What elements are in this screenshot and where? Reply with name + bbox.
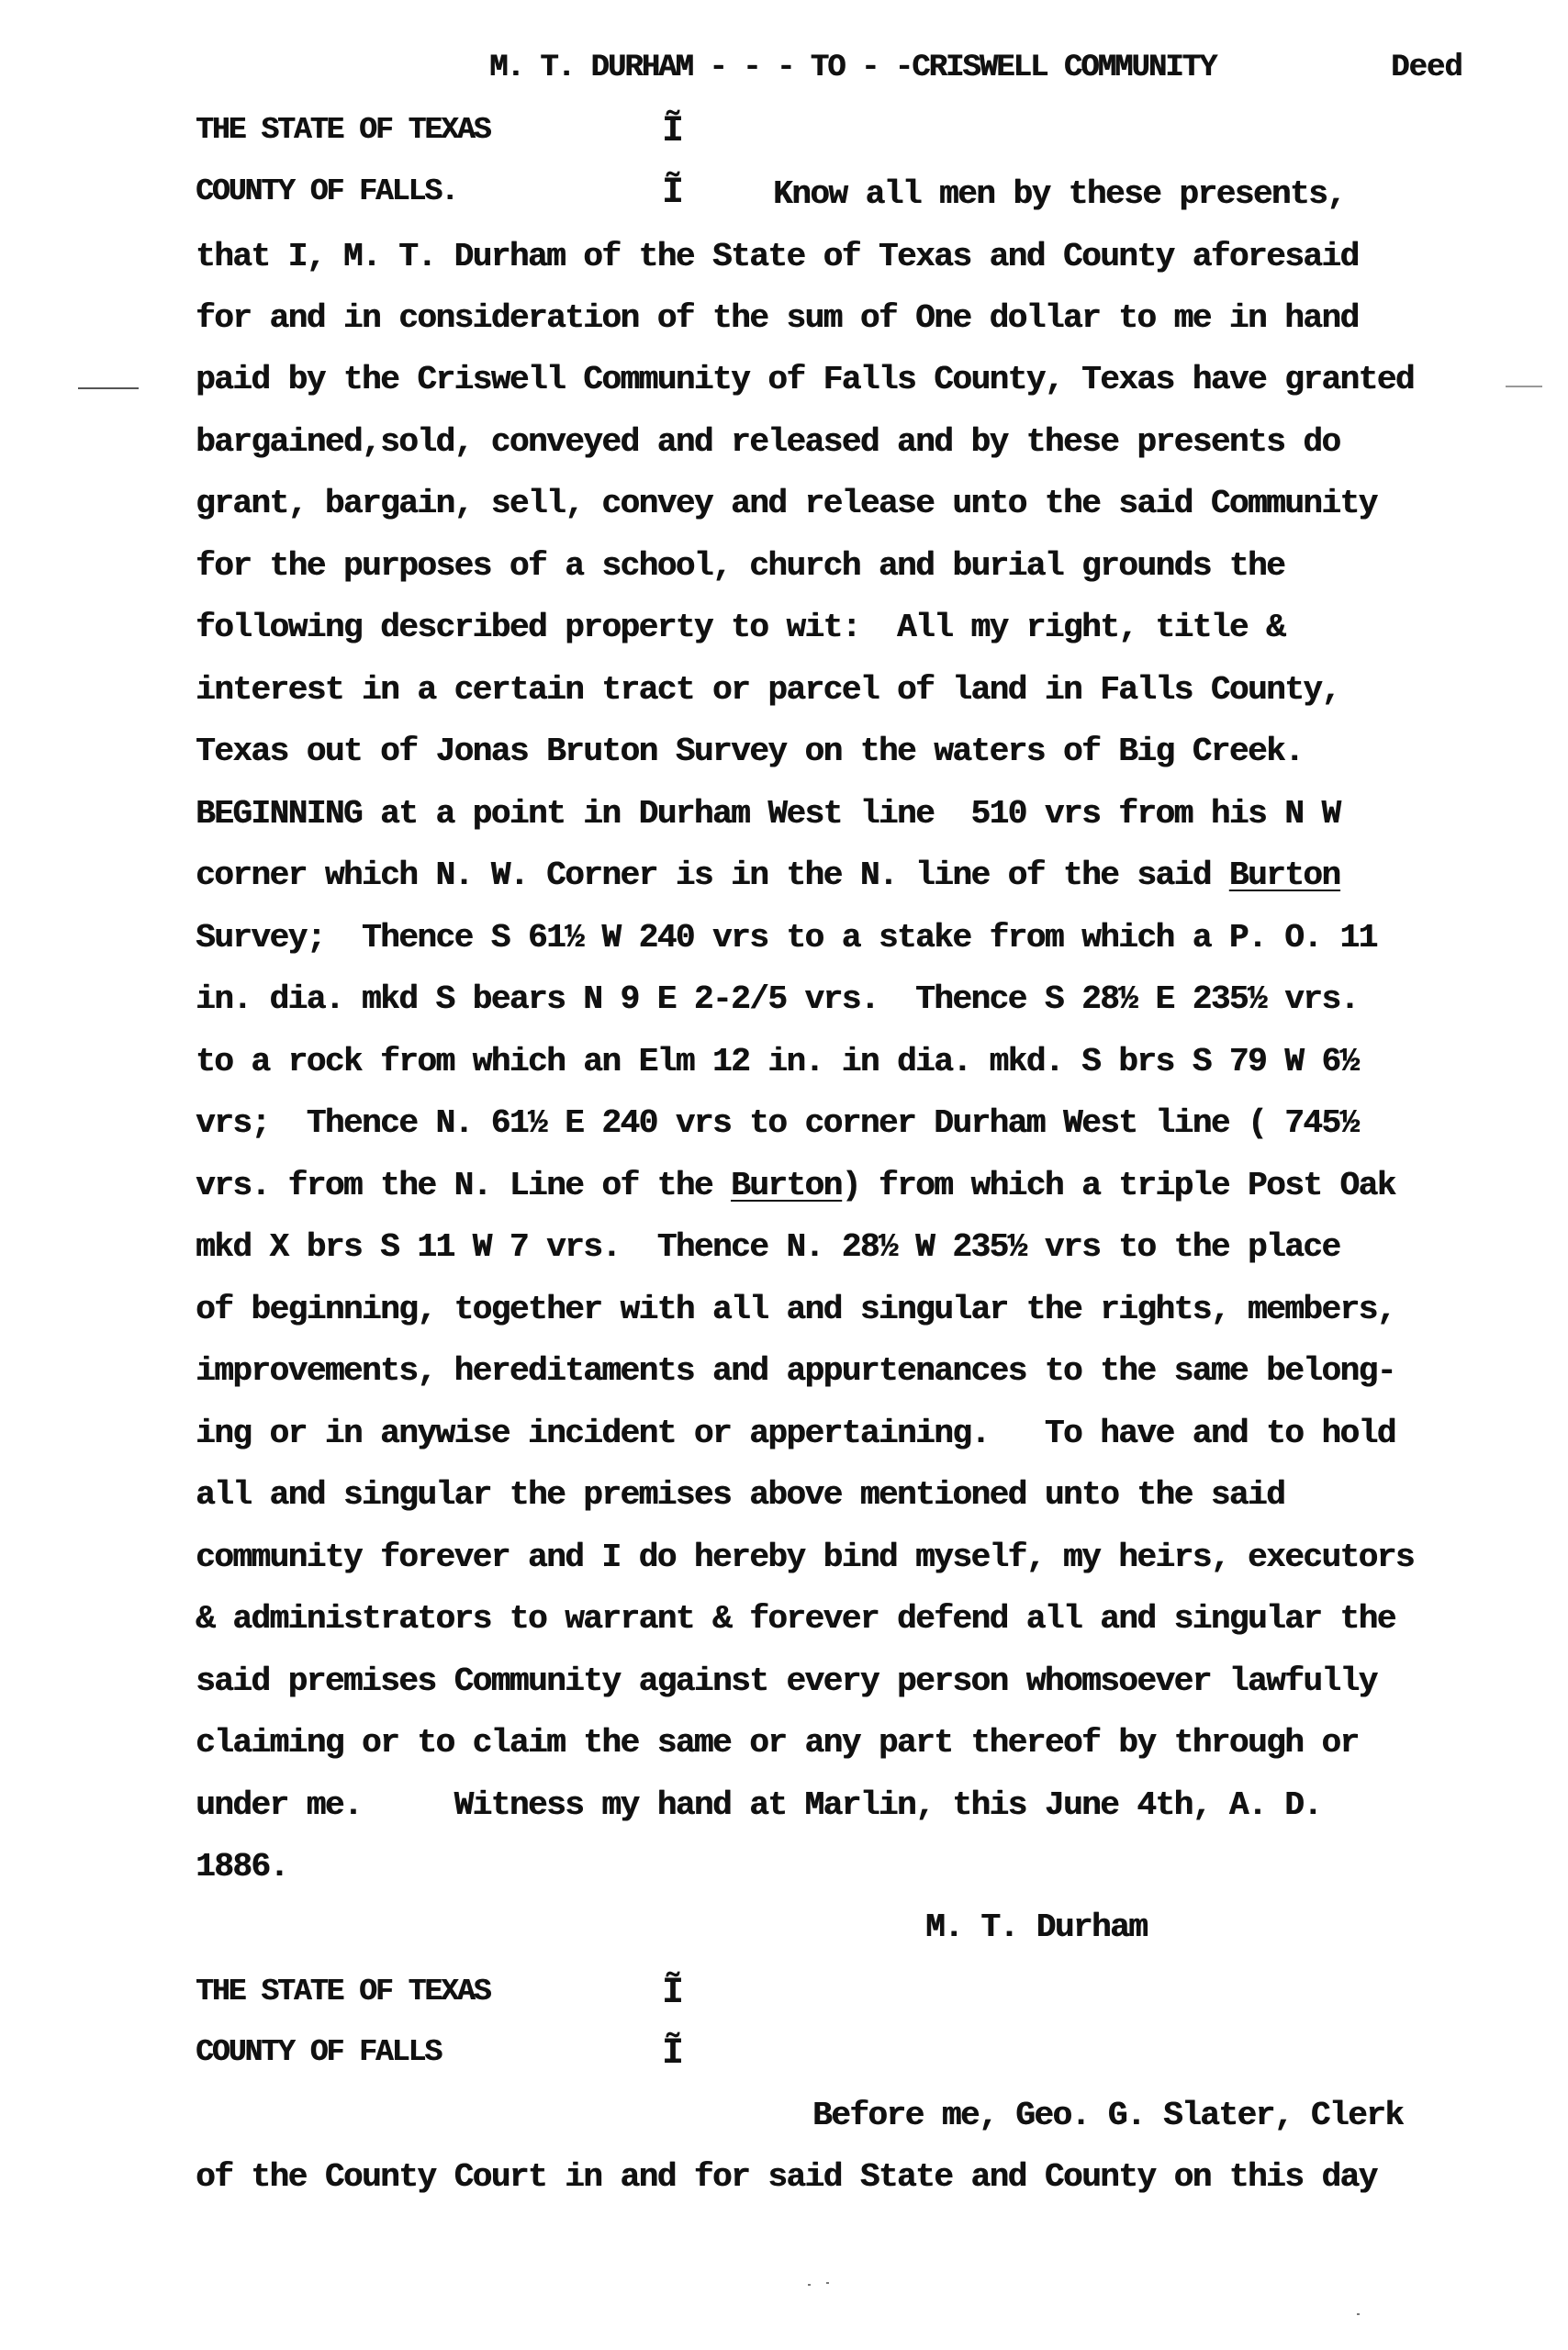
body-line-text: ) from which a triple Post Oak xyxy=(841,1167,1395,1204)
body-line: of beginning, together with all and singular the rights, members, xyxy=(196,1291,1395,1328)
venue-bracket-county: Ĩ xyxy=(662,173,685,214)
venue-bracket-state-2: Ĩ xyxy=(662,1973,685,2014)
document-title: M. T. DURHAM - - - TO - -CRISWELL COMMUNITY xyxy=(489,50,1216,85)
body-line: ing or in anywise incident or appertaining. To have and to hold xyxy=(196,1415,1395,1452)
body-line: improvements, hereditaments and appurtenances to the same belong- xyxy=(196,1352,1395,1390)
body-line: & administrators to warrant & forever defend all and singular the xyxy=(196,1600,1395,1638)
body-line: Texas out of Jonas Bruton Survey on the waters of Big Creek. xyxy=(196,733,1304,770)
document-type-label: Deed xyxy=(1391,50,1462,85)
venue-state-heading: THE STATE OF TEXAS xyxy=(196,113,490,147)
body-line: paid by the Criswell Community of Falls County, Texas have granted xyxy=(196,361,1414,398)
body-line: BEGINNING at a point in Durham West line 510 vrs from his N W xyxy=(196,795,1340,833)
body-line: said premises Community against every person whomsoever lawfully xyxy=(196,1662,1377,1700)
body-line: that I, M. T. Durham of the State of Texas and County aforesaid xyxy=(196,238,1359,275)
body-line: 1886. xyxy=(196,1848,288,1886)
venue-county-heading-2: COUNTY OF FALLS xyxy=(196,2035,442,2069)
body-line: for the purposes of a school, church and burial grounds the xyxy=(196,547,1285,585)
body-line: grant, bargain, sell, convey and release unto the said Community xyxy=(196,485,1377,522)
venue-state-heading-2: THE STATE OF TEXAS xyxy=(196,1975,490,2009)
body-line: in. dia. mkd S bears N 9 E 2-2/5 vrs. Thence S 28½ E 235½ vrs. xyxy=(196,980,1359,1018)
body-line xyxy=(196,856,1340,894)
body-line: claiming or to claim the same or any part thereof by through or xyxy=(196,1724,1359,1762)
venue-bracket-state: Ĩ xyxy=(662,111,685,152)
acknowledgment-line: of the County Court in and for said State and County on this day xyxy=(196,2158,1377,2196)
grantor-signature: M. T. Durham xyxy=(925,1908,1148,1946)
left-margin-mark xyxy=(78,387,139,389)
scan-speck xyxy=(808,2284,811,2286)
body-line-text: corner which N. W. Corner is in the N. line of the said xyxy=(196,856,1229,894)
body-line: vrs; Thence N. 61½ E 240 vrs to corner Durham West line ( 745½ xyxy=(196,1104,1359,1142)
venue-bracket-county-2: Ĩ xyxy=(662,2033,685,2075)
body-line: following described property to wit: All my right, title & xyxy=(196,609,1285,646)
body-line-text: vrs. from the N. Line of the xyxy=(196,1167,732,1204)
body-line: under me. Witness my hand at Marlin, this June 4th, A. D. xyxy=(196,1786,1322,1824)
body-line: bargained,sold, conveyed and released and by these presents do xyxy=(196,423,1340,461)
underlined-burton: Burton xyxy=(731,1167,842,1204)
scan-speck xyxy=(826,2282,829,2284)
body-line: interest in a certain tract or parcel of land in Falls County, xyxy=(196,671,1340,709)
body-line: for and in consideration of the sum of One dollar to me in hand xyxy=(196,299,1359,337)
underlined-burton: Burton xyxy=(1228,856,1340,894)
body-opening-line: Know all men by these presents, xyxy=(773,175,1346,213)
body-line: Survey; Thence S 61½ W 240 vrs to a stake from which a P. O. 11 xyxy=(196,919,1377,957)
right-margin-mark xyxy=(1506,386,1542,387)
body-line: to a rock from which an Elm 12 in. in dia. mkd. S brs S 79 W 6½ xyxy=(196,1043,1359,1080)
body-line: community forever and I do hereby bind myself, my heirs, executors xyxy=(196,1539,1414,1576)
scan-speck xyxy=(1357,2313,1360,2315)
acknowledgment-line: Before me, Geo. G. Slater, Clerk xyxy=(812,2097,1404,2134)
body-line: mkd X brs S 11 W 7 vrs. Thence N. 28½ W 235½ vrs to the place xyxy=(196,1228,1340,1266)
body-line: all and singular the premises above mentioned unto the said xyxy=(196,1476,1285,1514)
venue-county-heading: COUNTY OF FALLS. xyxy=(196,174,457,208)
body-line xyxy=(196,1169,1395,1203)
